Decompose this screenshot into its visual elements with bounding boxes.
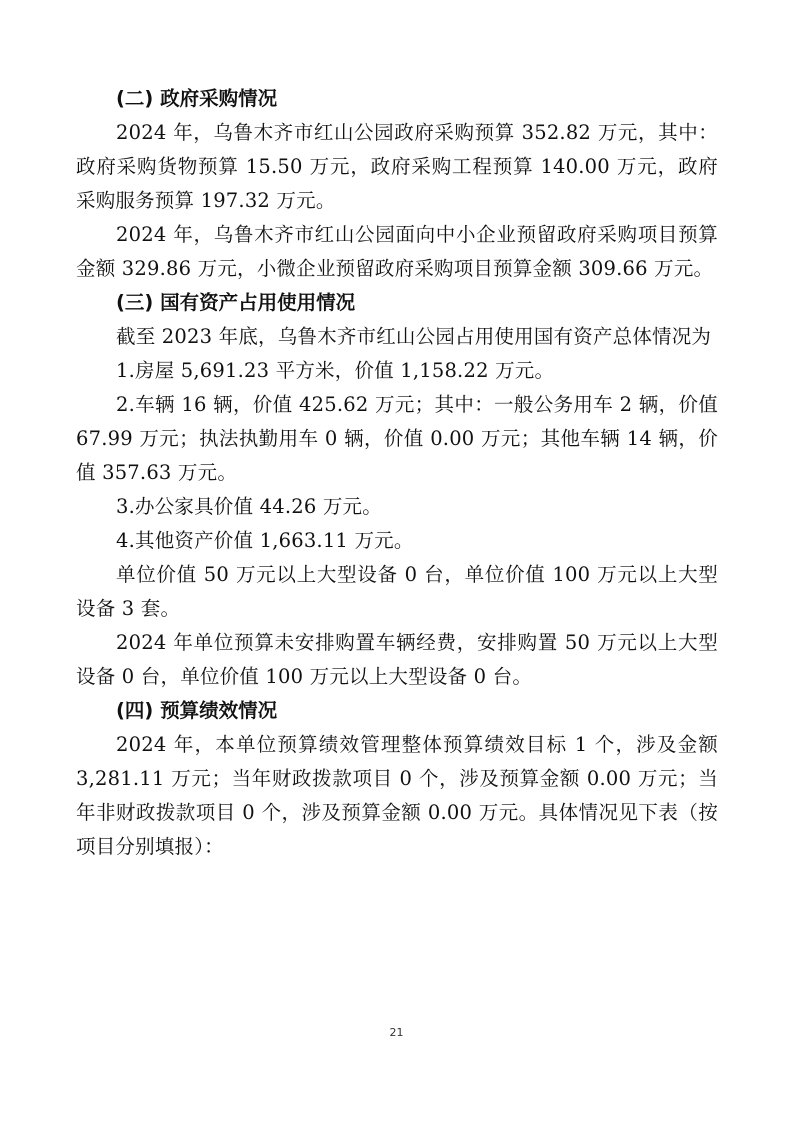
list-item: 4.其他资产价值 1,663.11 万元。 bbox=[116, 529, 414, 552]
list-item: 3.办公家具价值 44.26 万元。 bbox=[116, 495, 382, 518]
page-number: 21 bbox=[389, 1026, 404, 1039]
paragraph: 2024 年，乌鲁木齐市红山公园政府采购预算 352.82 万元，其中：政府采购货物预算 15.50 万元，政府采购工程预算 140.00 万元，政府采购服务预算 197.32 万元。 bbox=[76, 121, 718, 212]
list-item: 1.房屋 5,691.23 平方米，价值 1,158.22 万元。 bbox=[116, 359, 555, 382]
list-item: 2.车辆 16 辆，价值 425.62 万元；其中：一般公务用车 2 辆，价值 67.99 万元；执法执勤用车 0 辆，价值 0.00 万元；其他车辆 14 辆，价值 357.63 万元。 bbox=[76, 393, 718, 484]
paragraph: 截至 2023 年底，乌鲁木齐市红山公园占用使用国有资产总体情况为 bbox=[116, 325, 712, 348]
paragraph: 2024 年，乌鲁木齐市红山公园面向中小企业预留政府采购项目预算金额 329.86 万元，小微企业预留政府采购项目预算金额 309.66 万元。 bbox=[76, 223, 718, 280]
paragraph: 单位价值 50 万元以上大型设备 0 台，单位价值 100 万元以上大型设备 3 套。 bbox=[76, 563, 718, 620]
section-heading-performance: (四) 预算绩效情况 bbox=[116, 699, 278, 722]
paragraph: 2024 年，本单位预算绩效管理整体预算绩效目标 1 个，涉及金额 3,281.11 万元；当年财政拨款项目 0 个，涉及预算金额 0.00 万元；当年非财政拨款项目 0 个，涉及预算金额 0.00 万元。具体情况见下表（按项目分别填报）： bbox=[76, 733, 718, 858]
paragraph: 2024 年单位预算未安排购置车辆经费，安排购置 50 万元以上大型设备 0 台，单位价值 100 万元以上大型设备 0 台。 bbox=[76, 631, 718, 688]
section-heading-assets: (三) 国有资产占用使用情况 bbox=[116, 291, 356, 314]
page-content bbox=[76, 82, 718, 864]
section-heading-procurement: (二) 政府采购情况 bbox=[116, 87, 278, 110]
